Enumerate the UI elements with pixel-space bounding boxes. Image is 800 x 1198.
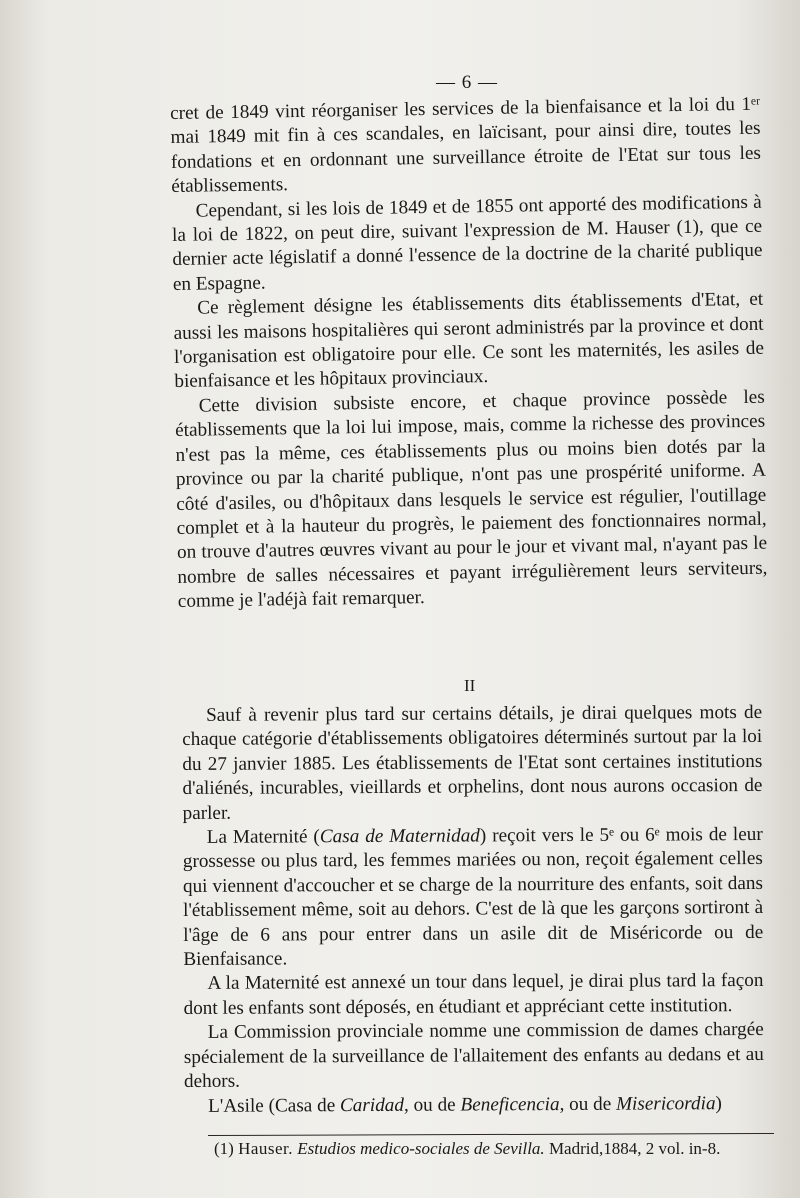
paragraph-asile bbox=[184, 1091, 764, 1118]
section-one-text bbox=[170, 93, 768, 615]
paragraph-sauf: Sauf à revenir plus tard sur certains détails, je dirai quelques mots de chaque catégorie d'établissements obligatoires déterminés surtout par la loi du 27 janvier 1885. Les établissements de l'Etat sont certaines institutions d'aliénés, incurables, vieillards et orphelins, dont nous aurons occasion de parler. bbox=[182, 701, 763, 824]
paragraph-division: Cette division subsiste encore, et chaque province possède les établissements que la loi lui impose, mais, comme la richesse des provinces n'est pas la même, ces établissements plus ou moins bien dotés par la province ou par la charité publique, n'ont pas une prospérité uniforme. A côté d'asiles, ou d'hôpitaux dans lesquels le service est régulier, l'outillage complet et à la hauteur du progrès, le paiement des fonctionnaires normal, on trouve d'autres œuvres vivant au pour le jour et vivant mal, n'ayant pas le nombre de salles nécessaires et payant irrégulièrement leurs serviteurs, comme je l'adéjà fait remarquer. bbox=[174, 386, 768, 613]
page-number: — 6 — bbox=[436, 72, 498, 93]
footnote-title: Estudios medico-sociales de Sevilla. bbox=[297, 1139, 545, 1158]
paragraph-decree: cret de 1849 vint réorganiser les services de la bienfaisance et la loi du 1ᵉʳ mai 1849 mit fin à ces scandales, en laïcisant, pour ainsi dire, toutes les fondations et en ordonnant une surveillance étroite de l'Etat sur tous les établissements. bbox=[170, 93, 762, 198]
footnote-marker: (1) bbox=[214, 1139, 234, 1158]
paragraph-commission: La Commission provinciale nomme une commission de dames chargée spécialement de la surveillance de l'allaitement des enfants au dedans et au dehors. bbox=[183, 1019, 764, 1093]
paragraph-cependant: Cependant, si les lois de 1849 et de 1855 ont apporté des modifications à la loi de 1822, on peut dire, suivant l'expression de M. Hauser (1), que ce dernier acte législatif a donné l'essence de la doctrine de la charité publique en Espagne. bbox=[171, 191, 763, 295]
section-heading: II bbox=[464, 676, 476, 695]
paragraph-tour: A la Maternité est annexé un tour dans lequel, je dirai plus tard la façon dont les enfants sont déposés, en étudiant et appréciant cette institution. bbox=[183, 970, 764, 1019]
maternite-text-start: La Maternité ( bbox=[206, 826, 320, 848]
footnote-details: Madrid,1884, 2 vol. in-8. bbox=[548, 1139, 721, 1158]
asile-text-start: L'Asile (Casa de bbox=[208, 1094, 341, 1117]
footnote-divider bbox=[208, 1133, 774, 1136]
paragraph-maternite bbox=[183, 823, 764, 972]
asile-caridad: Caridad bbox=[339, 1094, 405, 1116]
asile-text-mid1: , ou de bbox=[403, 1094, 461, 1116]
asile-text-end: ) bbox=[715, 1092, 722, 1114]
asile-misericordia: Misericordia bbox=[615, 1092, 716, 1115]
maternite-text-rest: ) reçoit vers le 5ᵉ ou 6ᵉ mois de leur grossesse ou plus tard, les femmes mariées ou non, reçoit également celles qui viennent d'accoucher et se charge de la nourriture des enfants, soit dans l'établissement même, soit au dehors. C'est de là que les garçons sortiront à l'âge de 6 ans pour entrer dans un asile dit de Miséricorde ou de Bienfaisance. bbox=[182, 823, 764, 971]
footnote bbox=[214, 1138, 720, 1160]
footnote-author: Hauser. bbox=[238, 1139, 294, 1158]
paragraph-reglement: Ce règlement désigne les établissements dits établissements d'Etat, et aussi les maisons hospitalières qui seront administrés par la province et dont l'organisation est obligatoire pour elle. Ce sont les maternités, les asiles de bienfaisance et les hôpitaux provinciaux. bbox=[173, 288, 765, 393]
section-two-text bbox=[182, 701, 764, 1119]
asile-beneficencia: Beneficencia bbox=[460, 1093, 560, 1116]
asile-text-mid2: , ou de bbox=[559, 1093, 617, 1115]
maternite-spanish-name: Casa de Maternidad bbox=[319, 825, 480, 848]
